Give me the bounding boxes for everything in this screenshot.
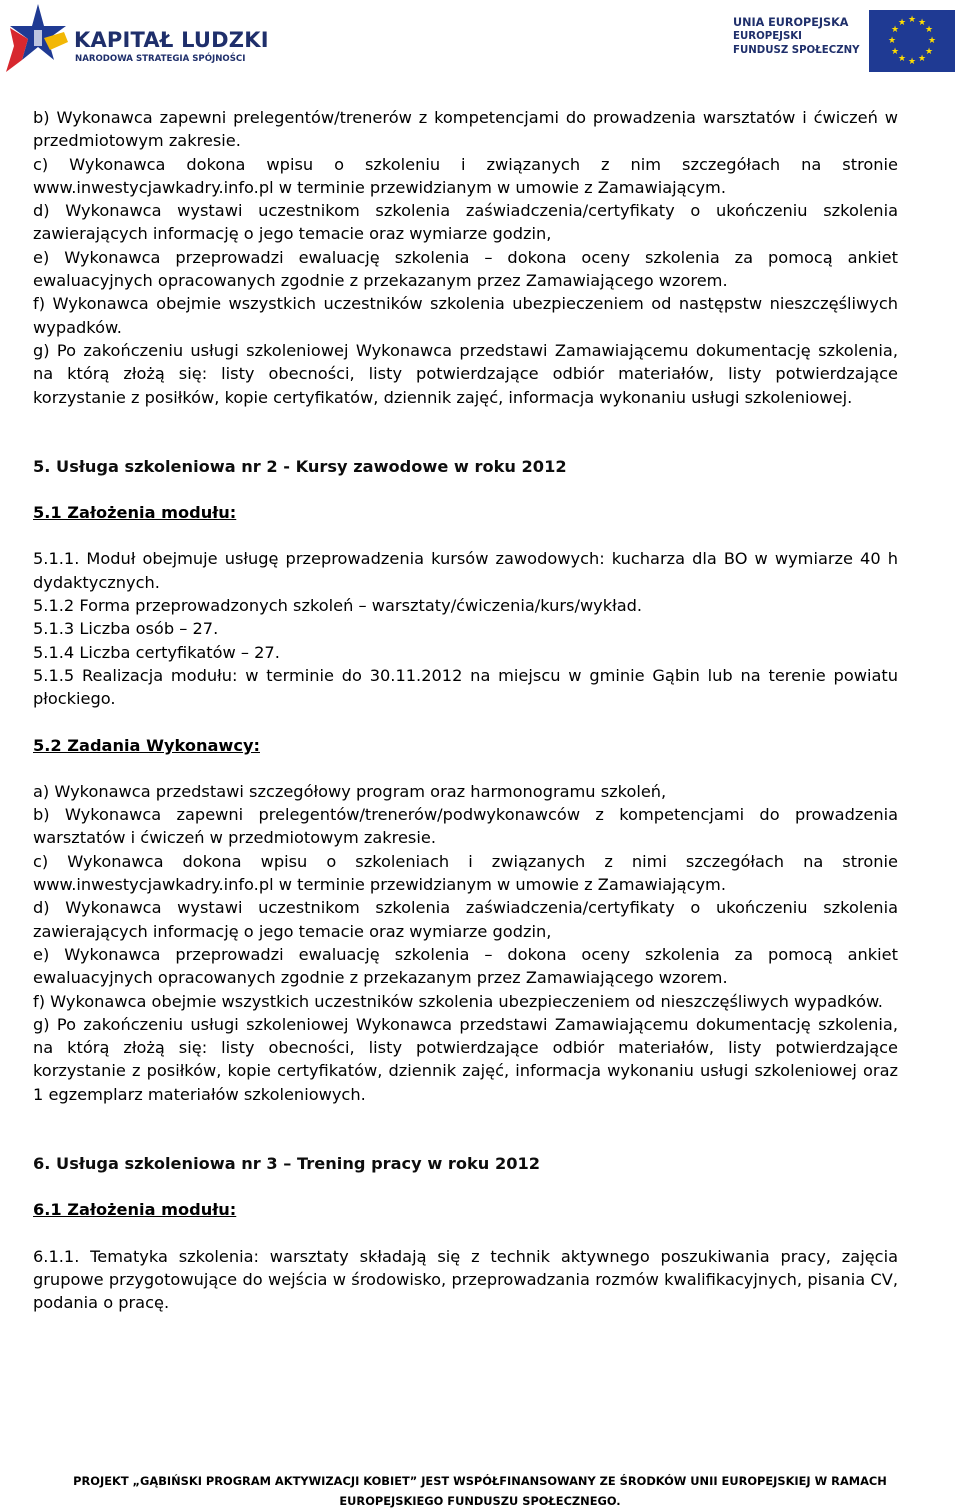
task-f: f) Wykonawca obejmie wszystkich uczestników szkolenia ubezpieczeniem od nieszczęśliwych wypadków. [33,991,883,1011]
svg-text:★: ★ [907,15,917,25]
page-header [0,0,960,80]
kapital-ludzki-logo [4,2,269,74]
item-6-1-1: 6.1.1. Tematyka szkolenia: warsztaty składają się z technik aktywnego poszukiwania pracy, zajęcia grupowe przygotowujące do wejścia w środowisko, przeprowadzania rozmów kwalifikacyjnych, pisania CV, podania o pracę. [33,1246,898,1313]
page-footer [0,1471,960,1511]
kapital-ludzki-title: KAPITAŁ LUDZKI [74,28,269,52]
svg-text:★: ★ [917,54,927,64]
item-f: f) Wykonawca obejmie wszystkich uczestników szkolenia ubezpieczeniem od następstw nieszczęśliwych wypadków. [33,294,898,337]
task-g: g) Po zakończeniu usługi szkoleniowej Wykonawca przedstawi Zamawiającemu dokumentację szkolenia, na którą złożą się: listy obecności, listy potwierdzające odbiór materiałów, listy potwierdzające korzystanie z posiłków, kopie certyfikatów, dziennik zajęć, informacja wykonaniu usługi szkoleniowej oraz 1 egzemplarz materiałów szkoleniowych. [33,1014,898,1104]
task-a: a) Wykonawca przedstawi szczegółowy program oraz harmonogramu szkoleń, [33,781,667,801]
footer-line1: PROJEKT „GĄBIŃSKI PROGRAM AKTYWIZACJI KOBIET” JEST WSPÓŁFINANSOWANY ZE ŚRODKÓW UNII EUROPEJSKIEJ W RAMACH [73,1474,887,1488]
item-d: d) Wykonawca wystawi uczestnikom szkolenia zaświadczenia/certyfikaty o ukończeniu szkolenia zawierających informację o jego temacie oraz wymiarze godzin, [33,201,898,244]
kapital-ludzki-star-icon [4,2,68,74]
svg-text:★: ★ [897,18,907,28]
task-d: d) Wykonawca wystawi uczestnikom szkolenia zaświadczenia/certyfikaty o ukończeniu szkolenia zawierających informację o jego temacie oraz wymiarze godzin, [33,898,898,941]
svg-text:★: ★ [890,47,900,57]
eu-logo-line1: UNIA EUROPEJSKA [733,16,849,29]
footer-line2: EUROPEJSKIEGO FUNDUSZU SPOŁECZNEGO. [339,1494,621,1508]
item-5-1-1: 5.1.1. Moduł obejmuje usługę przeprowadzenia kursów zawodowych: kucharza dla BO w wymiarze 40 h dydaktycznych. [33,549,898,592]
item-5-1-2: 5.1.2 Forma przeprowadzonych szkoleń – warsztaty/ćwiczenia/kurs/wykład. [33,596,643,616]
svg-text:★: ★ [897,54,907,64]
section-5-2-heading: 5.2 Zadania Wykonawcy: [33,735,260,755]
svg-text:★: ★ [917,18,927,28]
item-b: b) Wykonawca zapewni prelegentów/trenerów z kompetencjami do prowadzenia warsztatów i ćwiczeń w przedmiotowym zakresie. [33,108,898,151]
svg-text:★: ★ [924,47,934,57]
section-6-1-heading: 6.1 Założenia modułu: [33,1200,237,1220]
task-e: e) Wykonawca przeprowadzi ewaluację szkolenia – dokona oceny szkolenia za pomocą ankiet ewaluacyjnych opracowanych zgodnie z przekazanym przez Zamawiającego wzorem. [33,944,898,988]
item-5-1-3: 5.1.3 Liczba osób – 27. [33,619,219,639]
eu-efs-logo [733,10,955,72]
svg-text:★: ★ [924,25,934,35]
section-6-heading: 6. Usługa szkoleniowa nr 3 – Trening pracy w roku 2012 [33,1153,541,1173]
section-5-1-heading: 5.1 Założenia modułu: [33,503,237,523]
section-5-heading: 5. Usługa szkoleniowa nr 2 - Kursy zawodowe w roku 2012 [33,456,567,476]
eu-logo-line3: FUNDUSZ SPOŁECZNY [733,45,860,56]
svg-text:★: ★ [907,57,917,67]
item-g: g) Po zakończeniu usługi szkoleniowej Wykonawca przedstawi Zamawiającemu dokumentację szkolenia, na którą złożą się: listy obecności, listy potwierdzające odbiór materiałów, listy potwierdzające korzystanie z posiłków, kopie certyfikatów, dziennik zajęć, informacja wykonaniu usługi szkoleniowej. [33,340,898,407]
eu-logo-text [733,16,861,58]
svg-text:★: ★ [927,36,937,46]
svg-text:★: ★ [890,25,900,35]
item-e: e) Wykonawca przeprowadzi ewaluację szkolenia – dokona oceny szkolenia za pomocą ankiet ewaluacyjnych opracowanych zgodnie z przekazanym przez Zamawiającego wzorem. [33,247,898,291]
task-c: c) Wykonawca dokona wpisu o szkoleniach i związanych z nimi szczegółach na stronie www.inwestycjawkadry.info.pl w terminie przewidzianym w umowie z Zamawiającym. [33,851,898,895]
item-5-1-4: 5.1.4 Liczba certyfikatów – 27. [33,642,280,662]
task-b: b) Wykonawca zapewni prelegentów/trenerów/podwykonawców z kompetencjami do prowadzenia warsztatów i ćwiczeń w przedmiotowym zakresie. [33,805,898,848]
item-c: c) Wykonawca dokona wpisu o szkoleniu i związanych z nim szczegółach na stronie www.inwestycjawkadry.info.pl w terminie przewidzianym w umowie z Zamawiającym. [33,154,898,197]
item-5-1-5: 5.1.5 Realizacja modułu: w terminie do 30.11.2012 na miejscu w gminie Gąbin lub na terenie powiatu płockiego. [33,665,898,709]
eu-flag-icon [869,10,955,72]
document-body [33,106,898,1314]
kapital-ludzki-subtitle: NARODOWA STRATEGIA SPÓJNOŚCI [75,54,246,64]
eu-logo-line2: EUROPEJSKI [733,31,802,42]
svg-text:★: ★ [887,36,897,46]
